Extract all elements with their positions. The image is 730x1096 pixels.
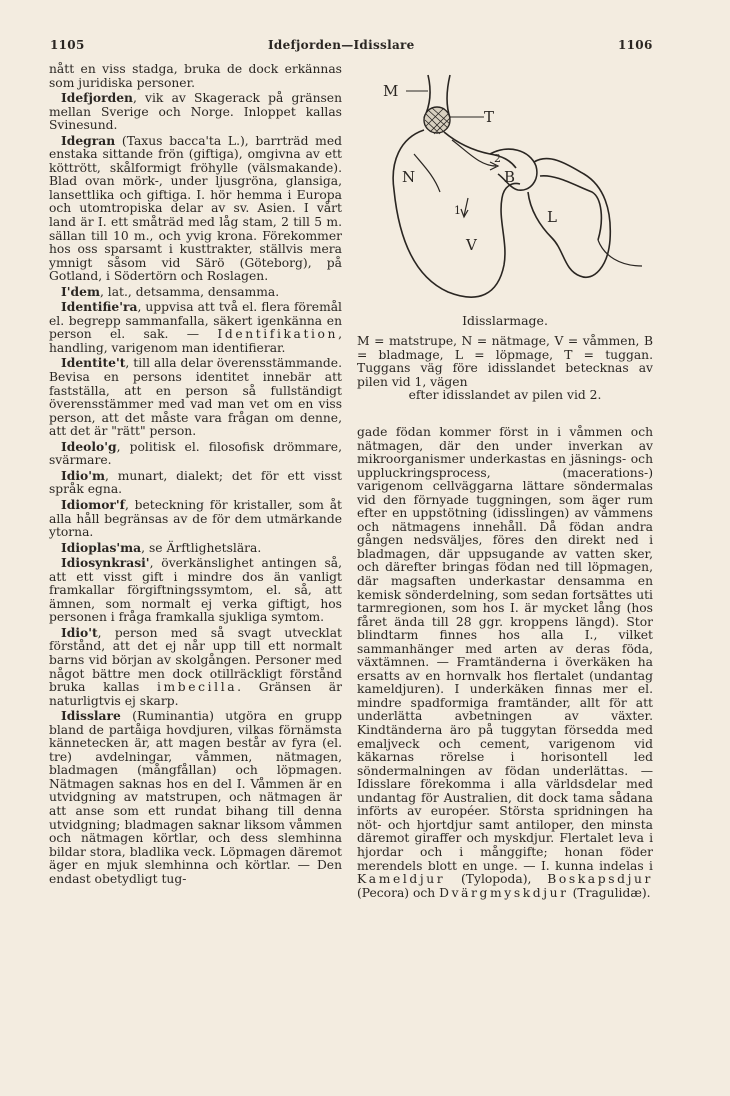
entry-idiot: [49, 626, 342, 708]
headword: Idiomor'f: [61, 496, 125, 512]
label-t: T: [484, 108, 495, 126]
entry-idiomorf: [49, 498, 342, 540]
entry-idioplasma: [49, 541, 342, 556]
entry-idegran: [49, 134, 342, 284]
entry-idefjorden: [49, 91, 342, 133]
entry-text: . Gränsen är naturligtvis ej skarp.: [49, 680, 342, 708]
entry-text: , politisk el. filosofisk drömmare, svärmare.: [49, 439, 342, 468]
headword: Idio't: [61, 624, 98, 640]
spaced-term: Boskapsdjur: [547, 872, 653, 887]
page-number-left: 1105: [50, 38, 85, 52]
headword: Identifie'ra: [61, 299, 138, 315]
label-1: 1: [454, 204, 461, 217]
spaced-term: Dvärgmyskdjur: [439, 885, 569, 900]
body-text: gade födan kommer först in i våmmen och nätmagen, där den under inverkan av mikroorganismer underkastas en jäsnings- och uppluckringsprocess, (macerations-) varigenom cellväggarna lättare söndermalas vid den förnyade tuggningen, som äger rum efter en uppstötning (idisslingen) av våmmens och nätmagens innehåll. Då födan andra gången nedsväljes, föres den direkt ned i bladmagen, där uppsugande av vatten sker, och därefter bringas födan ned till löpmagen, där magsaften underkastar densamma en kemisk sönderdelning, som sedan fortsättes uti tarmregionen, som hos I. är mycket lång (hos fåret ända till 28 ggr. kroppens längd). Stor blindtarm finnes hos alla I., vilket sammanhänger med arten av deras föda, växtämnen. — Framtänderna i överkäken ha ersatts av en hornvalk hos flertalet (undantag kameldjuren). I underkäken finnas mer el. mindre spadformiga framtänder, allt för att underlätta avbetningen av växter. Kindtänderna äro på tuggytan försedda med emaljveck och cement, varigenom vid käkarnas rörelse i horisontell led söndermalningen av födan underlättas. — Idisslare förekomma i alla världsdelar med undantag för Australien, dit dock tama sådana införts av européer. Största spridningen ha nöt- och hjortdjur samt antiloper, den minsta däremot giraffer och myskdjur. Flertalet leva i hjordar och i månggifte; honan föder merendels blott en unge. — I. kunna indelas i: [357, 425, 653, 873]
entry-text: , beteckning för kristaller, som åt alla håll begränsas av de för dem utmärkande ytorna.: [49, 497, 342, 540]
entry-idisslare: [49, 709, 342, 886]
headword: Idegran: [61, 132, 116, 148]
headword: Identite't: [61, 355, 126, 371]
spaced-term: imbecilla: [157, 680, 238, 695]
body-text: (Tragulidæ).: [568, 885, 651, 900]
entry-text: , lat., detsamma, densamma.: [99, 284, 280, 299]
page-number-right: 1106: [618, 38, 653, 52]
entry-identifiera: [49, 300, 342, 355]
entry-identitet: [49, 356, 342, 438]
figure-title: Idisslarmage.: [462, 313, 548, 328]
continued-paragraph: nått en viss stadga, bruka de dock erkännas som juridiska personer.: [49, 62, 342, 90]
headword: Ideolo'g: [61, 438, 117, 454]
entry-text: , handling, varigenom man identifierar.: [49, 327, 342, 355]
entry-text: , uppvisa att två el. flera föremål el. begrepp sammanfalla, säkert igenkänna en person el. sak. —: [49, 300, 342, 342]
entry-text: (Taxus bacca'ta L.), barrträd med enstaka sittande frön (giftiga), omgivna av ett köttrött, skålformigt fröhylle (välsmakande). Blad ovan mörk-, under ljusgröna, glansiga, lansettlika och giftiga. I. hör hemma i Europa och utomtropiska delar av sv. Asien. I vårt land är I. ett småträd med låg stam, 2 till 5 m. sällan till 10 m., och yvig krona. Förekommer hos oss sparsamt i kusttrakter, ställvis mera ymnigt såsom vid Särö (Göteborg), på Gotland, i Södertörn och Roslagen.: [49, 133, 342, 284]
body-text: (Pecora) och: [357, 885, 440, 900]
entry-idiosynkrasi: [49, 556, 342, 625]
reticulum-partition: [414, 154, 440, 192]
label-n: N: [402, 168, 416, 186]
entry-text: (Ruminantia) utgöra en grupp bland de partåiga hovdjuren, vilkas förnämsta kännetecken är, att magen består av fyra (el. tre) avdelningar, våmmen, nätmagen, bladmagen (mångfållan) och löpmagen. Nätmagen saknas hos en del I. Våmmen är en utvidgning av matstrupen, och nätmagen är att anse som ett rundat bihang till denna utvidgning; bladmagen saknar liksom våmmen och nätmagen körtlar, och dess slemhinna bildar stora, bladlika veck. Löpmagen däremot äger en mjuk slemhinna och körtlar. — Den endast obetydligt tug-: [49, 709, 342, 886]
abomasum-outline: [528, 159, 610, 278]
entry-text: , munart, dialekt; det för ett visst språk egna.: [49, 468, 342, 497]
stomach-diagram: [380, 70, 650, 315]
spaced-term: Kameldjur: [357, 872, 446, 887]
headword: Idisslare: [61, 708, 121, 724]
label-l: L: [547, 208, 557, 226]
left-column: [49, 63, 342, 887]
entry-idiom: [49, 469, 342, 497]
body-text: (Tylopoda),: [445, 872, 548, 887]
entry-text: , till alla delar överensstämmande. Bevisa en persons identitet innebär att fastställa, att en person så fullständigt överensstämmer med vad man vet om en viss person, att det måste vara frågan om denne, att det är "rätt" person.: [49, 356, 342, 439]
entry-text: , se Ärftlighetslära.: [141, 540, 262, 555]
headword: Idioplas'ma: [61, 539, 142, 555]
headword: Idiosynkrasi': [61, 555, 150, 571]
entry-text: , överkänslighet antingen så, att ett visst gift i mindre dos än vanligt framkallar förgiftningssymtom, el. så, att ämnen, som normalt ej verka giftigt, hos personen i fråga framkalla sjukliga symtom.: [49, 556, 342, 625]
headword: Idio'm: [61, 467, 105, 483]
running-title: Idefjorden—Idisslare: [268, 38, 415, 52]
caption-text: M = matstrupe, N = nätmage, V = våmmen, B = bladmage, L = löpmage, T = tuggan. Tuggans väg före idisslandet betecknas av pilen vid 1, vägen: [357, 334, 653, 389]
label-m: M: [383, 82, 399, 100]
entry-text: , person med så svagt utvecklat förstånd, att det ej når upp till ett normalt barns vid början av skolgången. Personer med något bättre men dock otillräckligt förstånd bruka kallas: [49, 625, 342, 695]
entry-text: , vik av Skagerack på gränsen mellan Sverige och Norge. Inloppet kallas Svinesund.: [49, 91, 342, 133]
entry-ideolog: [49, 440, 342, 468]
continued-paragraph: [357, 426, 653, 900]
label-v: V: [466, 236, 477, 254]
right-column: [357, 426, 653, 901]
arrow-path-2: [452, 140, 496, 166]
entry-idem: [49, 285, 342, 300]
headword: I'dem: [61, 283, 100, 299]
label-2: 2: [494, 152, 501, 165]
caption-text-end: efter idisslandet av pilen vid 2.: [408, 388, 602, 402]
spaced-term: Identifikation: [217, 327, 339, 342]
figure-caption: [357, 335, 653, 403]
headword: Idefjorden: [61, 90, 133, 106]
label-b: B: [504, 168, 516, 186]
